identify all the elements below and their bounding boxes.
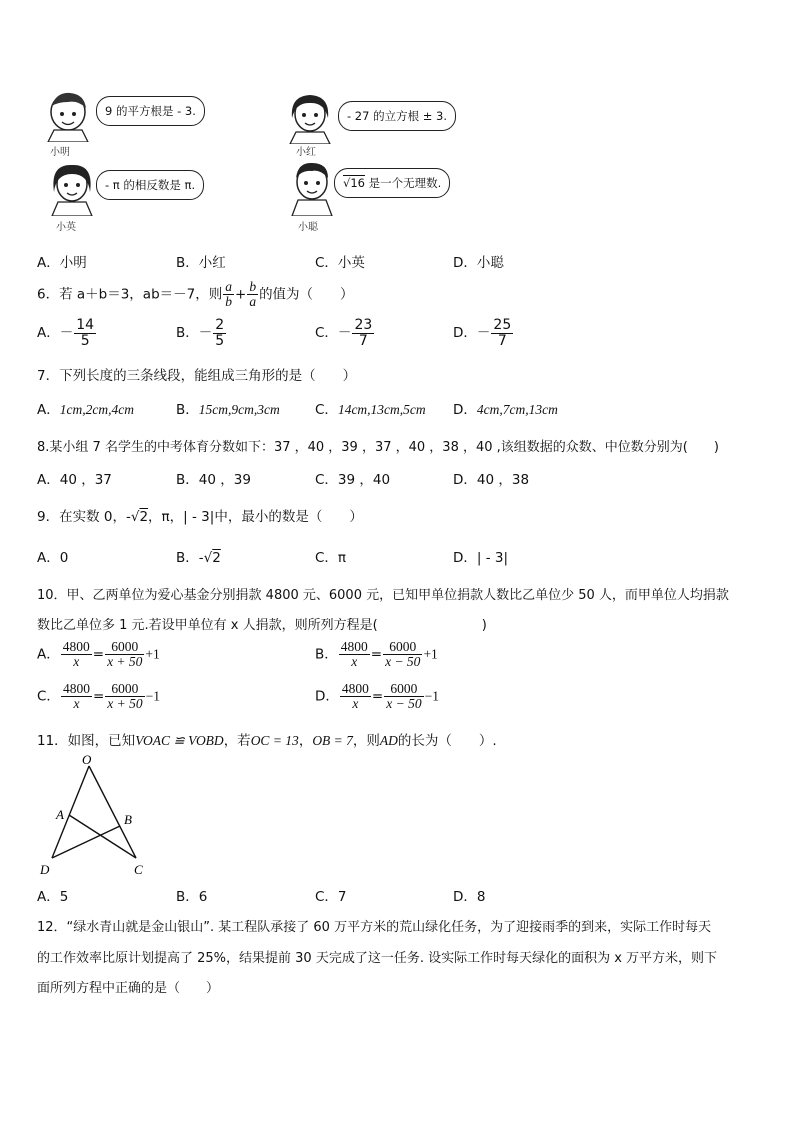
xiaohong-cartoon-icon — [286, 92, 336, 144]
name-xiaocong: 小聪 — [298, 222, 318, 233]
name-xiaohong: 小红 — [296, 147, 316, 158]
q7-option-b[interactable]: B．15cm,9cm,3cm — [176, 402, 280, 418]
q5-option-a[interactable]: A．小明 — [37, 255, 87, 271]
bubble-text: 是一个无理数. — [364, 176, 442, 190]
speech-bubble-xiaoming — [96, 96, 205, 126]
q8-option-c[interactable]: C．39 ，40 — [315, 472, 391, 488]
name-xiaoming: 小明 — [50, 147, 70, 158]
q11-option-d[interactable]: D．8 — [453, 889, 486, 905]
bubble-text: - π 的相反数是 π. — [105, 178, 196, 192]
q8-option-d[interactable]: D．40 ，38 — [453, 472, 530, 488]
q9-option-d[interactable]: D．| - 3| — [453, 550, 509, 566]
q10-option-d[interactable]: D． $\frac{4800}{x}$ = $\frac{6000}{x - 50}$ −1 — [315, 681, 439, 712]
q6-option-d[interactable]: D．－ $\frac{25}{7}$ — [453, 317, 512, 349]
q9-option-b[interactable]: B．-√2 — [176, 550, 221, 566]
fraction-b-over-a: $\frac{b}{a}$ — [249, 279, 257, 310]
name-xiaoying: 小英 — [56, 222, 76, 233]
q12-stem-line1: 12．“绿水青山就是金山银山”. 某工程队承接了 60 万平方米的荒山绿化任务，为了迎接雨季的到来，实际工作时每天 — [37, 920, 712, 935]
speech-bubble-xiaocong — [334, 168, 450, 198]
q10-stem-line1: 10．甲、乙两单位为爱心基金分别捐款 4800 元、6000 元，已知甲单位捐款人数比乙单位少 50 人，而甲单位人均捐款 — [37, 588, 729, 603]
q10-option-c[interactable]: C． $\frac{4800}{x}$ = $\frac{6000}{x + 50}$ −1 — [37, 681, 160, 712]
q5-option-c[interactable]: C．小英 — [315, 255, 365, 271]
q11-geometry-figure — [34, 752, 154, 880]
q6-stem: 6．若 a＋b＝3，ab＝－7，则 $\frac{a}{b}$ + $\frac{b}{a}$ 的值为（ ） — [37, 279, 354, 310]
label-a: A — [56, 807, 64, 822]
bubble-root: √16 — [343, 176, 365, 190]
q10-stem-line2: 数比乙单位多 1 元.若设甲单位有 x 人捐款，则所列方程是( ) — [37, 618, 487, 633]
q11-option-b[interactable]: B．6 — [176, 889, 208, 905]
q8-option-a[interactable]: A．40 ，37 — [37, 472, 112, 488]
label-b: B — [124, 812, 132, 827]
sqrt-icon: √ — [130, 509, 140, 525]
q12-stem-line2: 的工作效率比原计划提高了 25%，结果提前 30 天完成了这一任务. 设实际工作时每天绿化的面积为 x 万平方米，则下 — [37, 951, 718, 966]
q9-option-a[interactable]: A．0 — [37, 550, 69, 566]
q7-option-a[interactable]: A．1cm,2cm,4cm — [37, 402, 134, 418]
q6-option-b[interactable]: B．－ $\frac{2}{5}$ — [176, 317, 225, 349]
xiaocong-cartoon-icon — [288, 160, 338, 216]
label-o: O — [82, 752, 92, 767]
fraction-a-over-b: $\frac{a}{b}$ — [225, 279, 232, 310]
q9-stem: 9．在实数 0，-√2，π，| - 3|中，最小的数是（ ） — [37, 509, 363, 525]
q6-option-a[interactable]: A．－ $\frac{14}{5}$ — [37, 317, 95, 349]
bubble-text: - 27 的立方根 ± 3. — [347, 109, 448, 123]
q8-option-b[interactable]: B．40 ，39 — [176, 472, 251, 488]
q9-option-c[interactable]: C．π — [315, 550, 347, 566]
bubble-text: 9 的平方根是 - 3. — [105, 104, 196, 118]
q6-option-c[interactable]: C．－ $\frac{23}{7}$ — [315, 317, 373, 349]
q6-stem-pre: 6．若 a＋b＝3，ab＝－7，则 — [37, 286, 223, 303]
q11-stem: 11．如图，已知VOAC ≌ VOBD，若OC = 13，OB = 7，则AD的长为（ ）. — [37, 733, 497, 749]
label-d: D — [40, 862, 50, 877]
xiaoying-cartoon-icon — [48, 162, 98, 216]
speech-bubble-xiaoying — [96, 170, 204, 200]
xiaoming-cartoon-icon — [44, 90, 94, 142]
q10-option-b[interactable]: B． $\frac{4800}{x}$ = $\frac{6000}{x - 50}$ +1 — [315, 639, 438, 670]
sqrt-icon: √ — [203, 550, 213, 566]
q7-option-d[interactable]: D．4cm,7cm,13cm — [453, 402, 558, 418]
q12-stem-line3: 面所列方程中正确的是（ ） — [37, 981, 220, 996]
speech-bubble-xiaohong — [338, 101, 456, 131]
q10-option-a[interactable]: A． $\frac{4800}{x}$ = $\frac{6000}{x + 50}$ +1 — [37, 639, 160, 670]
label-c: C — [134, 862, 143, 877]
q11-option-c[interactable]: C．7 — [315, 889, 347, 905]
q5-option-b[interactable]: B．小红 — [176, 255, 226, 271]
q5-option-d[interactable]: D．小聪 — [453, 255, 504, 271]
q6-stem-post: 的值为（ ） — [259, 286, 354, 303]
q11-option-a[interactable]: A．5 — [37, 889, 69, 905]
q7-option-c[interactable]: C．14cm,13cm,5cm — [315, 402, 426, 418]
q7-stem: 7．下列长度的三条线段，能组成三角形的是（ ） — [37, 368, 357, 384]
q8-stem: 8.某小组 7 名学生的中考体育分数如下：37 ，40 ，39 ，37 ，40 ，38 ，40 ,该组数据的众数、中位数分别为( ) — [37, 440, 719, 455]
